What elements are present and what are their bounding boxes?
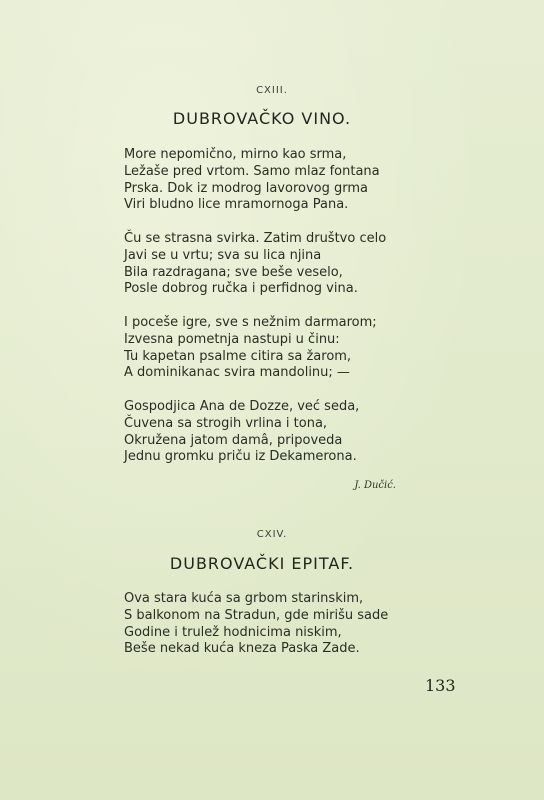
verse-line: A dominikanac svira mandolinu; — (124, 365, 350, 381)
stanza (124, 231, 386, 298)
verse-line: Ležaše pred vrtom. Samo mlaz fontana (124, 163, 380, 179)
poem-author: J. Dučić. (354, 480, 396, 491)
poem-title: DUBROVAČKI EPITAF. (169, 554, 355, 573)
verse-line: Godine i trulež hodnicima niskim, (124, 624, 342, 640)
verse-line: More nepomično, mirno kao srma, (124, 147, 347, 162)
verse-line: Bila razdragana; sve beše veselo, (124, 264, 343, 280)
stanza (124, 591, 388, 658)
verse-line: Gospodjica Ana de Dozze, već seda, (124, 399, 360, 414)
poem-number: CXIV. (256, 529, 288, 540)
verse-line: Prska. Dok iz modrog lavorovog grma (124, 180, 368, 196)
verse-line: Beše nekad kuća kneza Paska Zade. (124, 641, 360, 657)
verse-line: Ču se strasna svirka. Zatim društvo celo (124, 231, 387, 246)
page-number: 133 (425, 676, 456, 695)
verse-line: Jednu gromku priču iz Dekamerona. (124, 449, 357, 465)
stanza (124, 399, 359, 466)
verse-line: Javi se u vrtu; sva su lica njina (124, 247, 322, 263)
stanza (124, 147, 380, 214)
stanza (124, 315, 377, 382)
verse-line: Viri bludno lice mramornoga Pana. (124, 197, 349, 213)
verse-line: Izvesna pometnja nastupi u činu: (124, 331, 340, 347)
verse-line: Ova stara kuća sa grbom starinskim, (124, 591, 364, 606)
poem-title: DUBROVAČKO VINO. (172, 109, 352, 128)
verse-line: Tu kapetan psalme citira sa žarom, (124, 348, 352, 364)
verse-line: Posle dobrog ručka i perfidnog vina. (124, 281, 358, 297)
verse-line: I poceše igre, sve s nežnim darmarom; (124, 315, 377, 330)
verse-line: Okružena jatom damâ, pripoveda (124, 432, 343, 448)
verse-line: S balkonom na Stradun, gde mirišu sade (124, 607, 389, 623)
verse-line: Čuvena sa strogih vrlina i tona, (124, 415, 328, 431)
poem-number: CXIII. (256, 85, 288, 96)
